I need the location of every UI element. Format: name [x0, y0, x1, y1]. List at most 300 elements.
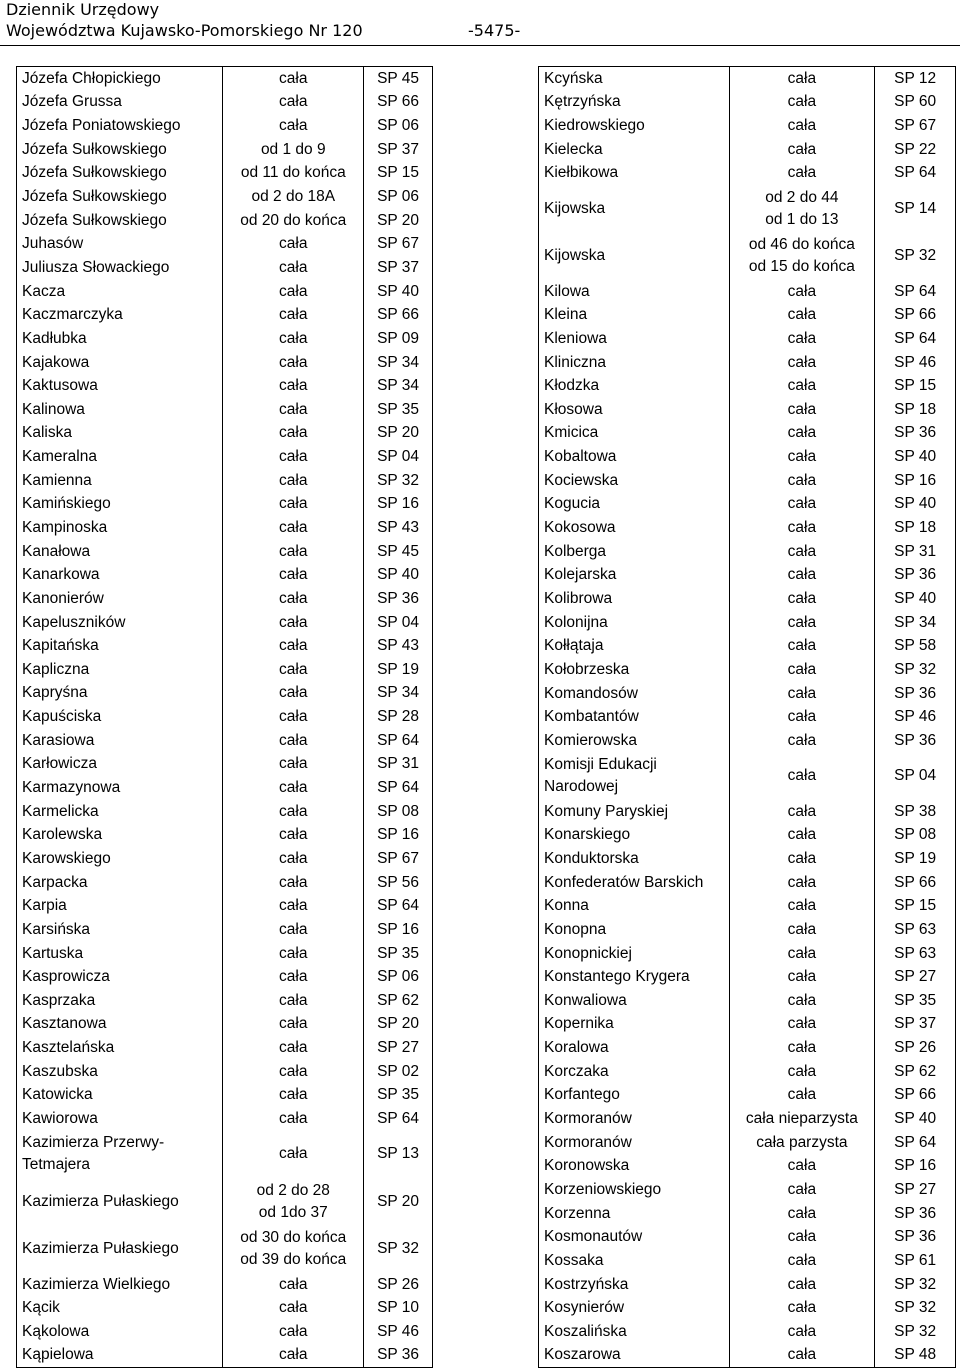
- street-extent: cała: [223, 611, 364, 635]
- school-code: SP 35: [364, 398, 433, 422]
- street-extent: cała: [223, 1013, 364, 1037]
- street-extent: [223, 1178, 364, 1225]
- street-name: Kapeluszników: [17, 611, 223, 635]
- street-extent: cała: [223, 67, 364, 91]
- school-code: SP 45: [364, 540, 433, 564]
- street-extent: od 11 do końca: [223, 162, 364, 186]
- school-code: SP 36: [875, 682, 956, 706]
- street-extent: cała: [729, 469, 875, 493]
- table-row: [17, 1296, 433, 1320]
- table-row: [17, 587, 433, 611]
- street-extent: cała: [729, 1178, 875, 1202]
- school-code: SP 64: [364, 894, 433, 918]
- table-row: [539, 280, 956, 304]
- street-extent: cała: [729, 989, 875, 1013]
- street-extent: cała: [223, 753, 364, 777]
- street-name: Kaliska: [17, 422, 223, 446]
- school-code: SP 63: [875, 942, 956, 966]
- table-row: [17, 91, 433, 115]
- school-code: SP 34: [364, 374, 433, 398]
- table-row: [539, 894, 956, 918]
- street-extent: cała: [729, 327, 875, 351]
- table-row: [539, 516, 956, 540]
- table-row: [17, 1320, 433, 1344]
- school-code: SP 32: [364, 1225, 433, 1272]
- table-row: [539, 398, 956, 422]
- school-code: SP 43: [364, 634, 433, 658]
- table-row: [539, 824, 956, 848]
- street-name: Kasztanowa: [17, 1013, 223, 1037]
- street-name: Kameralna: [17, 445, 223, 469]
- table-row: [17, 374, 433, 398]
- table-row: [17, 753, 433, 777]
- table-row: [17, 894, 433, 918]
- street-name: Kasprowicza: [17, 965, 223, 989]
- street-extent: cała: [729, 587, 875, 611]
- street-name: Kolibrowa: [539, 587, 730, 611]
- table-row: [17, 634, 433, 658]
- extent-line: od 39 do końca: [240, 1251, 347, 1269]
- street-name: Kamińskiego: [17, 493, 223, 517]
- street-name: Konstantego Krygera: [539, 965, 730, 989]
- school-code: SP 18: [875, 516, 956, 540]
- page-number: -5475-: [468, 21, 521, 40]
- table-row: [539, 1296, 956, 1320]
- school-code: SP 35: [875, 989, 956, 1013]
- street-name: Juliusza Słowackiego: [17, 256, 223, 280]
- street-name: Konna: [539, 894, 730, 918]
- table-row: [539, 658, 956, 682]
- school-code: SP 48: [875, 1344, 956, 1368]
- street-name: Korzeniowskiego: [539, 1178, 730, 1202]
- school-code: SP 67: [364, 847, 433, 871]
- street-extent: cała: [729, 1344, 875, 1368]
- street-name: Kłodzka: [539, 374, 730, 398]
- street-extent: cała: [223, 232, 364, 256]
- school-code: SP 67: [364, 232, 433, 256]
- table-row: [539, 753, 956, 800]
- street-extent: cała: [729, 729, 875, 753]
- table-row: [539, 563, 956, 587]
- street-name: Koronowska: [539, 1155, 730, 1179]
- table-row: [17, 1060, 433, 1084]
- street-extent: cała: [729, 114, 875, 138]
- street-extent: cała: [223, 800, 364, 824]
- street-name: Kącik: [17, 1296, 223, 1320]
- street-extent: cała: [729, 303, 875, 327]
- school-code: SP 34: [364, 351, 433, 375]
- street-name: Kormoranów: [539, 1131, 730, 1155]
- street-name: Kazimierza Przerwy-Tetmajera: [17, 1131, 223, 1178]
- street-name: Józefa Sułkowskiego: [17, 162, 223, 186]
- street-name: Kazimierza Pułaskiego: [17, 1225, 223, 1272]
- table-row: [17, 1084, 433, 1108]
- street-extent: cała: [729, 871, 875, 895]
- school-code: SP 38: [875, 800, 956, 824]
- street-extent: cała: [729, 540, 875, 564]
- street-extent: [729, 233, 875, 280]
- school-code: SP 20: [364, 1013, 433, 1037]
- table-row: [17, 1131, 433, 1178]
- school-code: SP 60: [875, 91, 956, 115]
- street-name: Kapliczna: [17, 658, 223, 682]
- table-row: [539, 233, 956, 280]
- street-name: Karpacka: [17, 871, 223, 895]
- street-extent: cała: [729, 516, 875, 540]
- school-code: SP 32: [875, 233, 956, 280]
- table-row: [539, 871, 956, 895]
- table-row: [17, 611, 433, 635]
- table-row: [539, 989, 956, 1013]
- street-name: Kopernika: [539, 1013, 730, 1037]
- table-row: [539, 114, 956, 138]
- street-name: Kielecka: [539, 138, 730, 162]
- table-row: [17, 114, 433, 138]
- school-code: SP 58: [875, 634, 956, 658]
- table-row: [539, 729, 956, 753]
- street-name: Karmelicka: [17, 800, 223, 824]
- school-code: SP 40: [364, 563, 433, 587]
- street-extent: cała: [729, 1013, 875, 1037]
- table-row: [539, 1036, 956, 1060]
- street-name: Karolewska: [17, 824, 223, 848]
- street-extent: cała: [729, 280, 875, 304]
- extent-line: od 1do 37: [258, 1203, 328, 1221]
- school-code: SP 64: [875, 280, 956, 304]
- street-name: Konduktorska: [539, 847, 730, 871]
- street-extent: cała: [223, 658, 364, 682]
- school-code: SP 66: [364, 303, 433, 327]
- school-code: SP 16: [364, 824, 433, 848]
- street-name: Kolonijna: [539, 611, 730, 635]
- school-code: SP 32: [875, 1320, 956, 1344]
- street-extent: cała: [223, 705, 364, 729]
- table-row: [539, 422, 956, 446]
- table-row: [539, 1249, 956, 1273]
- street-name: Kliniczna: [539, 351, 730, 375]
- school-code: SP 19: [364, 658, 433, 682]
- school-code: SP 15: [875, 374, 956, 398]
- school-code: SP 27: [875, 1178, 956, 1202]
- street-name: Kapitańska: [17, 634, 223, 658]
- street-extent: cała: [223, 516, 364, 540]
- table-row: [539, 1320, 956, 1344]
- street-extent: cała: [729, 824, 875, 848]
- street-extent: cała: [729, 611, 875, 635]
- table-row: [17, 1107, 433, 1131]
- table-row: [17, 493, 433, 517]
- street-extent: cała: [729, 91, 875, 115]
- school-code: SP 46: [875, 351, 956, 375]
- table-row: [539, 942, 956, 966]
- street-extent: cała: [729, 847, 875, 871]
- street-name: Kadłubka: [17, 327, 223, 351]
- school-code: SP 34: [875, 611, 956, 635]
- table-row: [539, 67, 956, 91]
- street-name: Karłowicza: [17, 753, 223, 777]
- street-extent: cała: [729, 1273, 875, 1297]
- school-code: SP 64: [364, 1107, 433, 1131]
- street-name: Józefa Sułkowskiego: [17, 138, 223, 162]
- school-code: SP 56: [364, 871, 433, 895]
- table-row: [17, 232, 433, 256]
- street-extent: cała: [729, 162, 875, 186]
- school-code: SP 36: [364, 1344, 433, 1368]
- street-name: Kostrzyńska: [539, 1273, 730, 1297]
- street-extent: cała: [223, 1107, 364, 1131]
- table-row: [17, 209, 433, 233]
- table-row: [539, 1178, 956, 1202]
- street-name: Kapuściska: [17, 705, 223, 729]
- street-extent: cała: [729, 1249, 875, 1273]
- street-extent: cała: [223, 989, 364, 1013]
- school-code: SP 04: [364, 445, 433, 469]
- table-row: [17, 942, 433, 966]
- school-code: SP 02: [364, 1060, 433, 1084]
- table-row: [539, 540, 956, 564]
- table-row: [539, 91, 956, 115]
- school-code: SP 06: [364, 965, 433, 989]
- table-row: [539, 1155, 956, 1179]
- table-row: [17, 303, 433, 327]
- street-name: Koszalińska: [539, 1320, 730, 1344]
- table-row: [17, 729, 433, 753]
- school-code: SP 31: [364, 753, 433, 777]
- street-name: Katowicka: [17, 1084, 223, 1108]
- school-code: SP 06: [364, 185, 433, 209]
- school-code: SP 13: [364, 1131, 433, 1178]
- street-extent: cała: [223, 587, 364, 611]
- street-extent: od 2 do 18A: [223, 185, 364, 209]
- school-code: SP 62: [875, 1060, 956, 1084]
- school-code: SP 61: [875, 1249, 956, 1273]
- street-extent: cała: [729, 658, 875, 682]
- table-row: [539, 327, 956, 351]
- table-row: [539, 185, 956, 232]
- street-name: Kętrzyńska: [539, 91, 730, 115]
- street-extent: cała: [729, 1084, 875, 1108]
- school-code: SP 08: [364, 800, 433, 824]
- table-row: [539, 800, 956, 824]
- street-name: Kogucia: [539, 493, 730, 517]
- school-code: SP 26: [875, 1036, 956, 1060]
- street-extent: cała: [223, 469, 364, 493]
- table-row: [17, 185, 433, 209]
- street-extent: cała: [223, 729, 364, 753]
- table-row: [17, 800, 433, 824]
- street-extent: cała: [223, 280, 364, 304]
- school-code: SP 36: [875, 729, 956, 753]
- table-row: [17, 705, 433, 729]
- street-name: Kombatantów: [539, 705, 730, 729]
- street-name: Kartuska: [17, 942, 223, 966]
- table-row: [539, 1225, 956, 1249]
- street-extent: cała parzysta: [729, 1131, 875, 1155]
- street-name: Kasprzaka: [17, 989, 223, 1013]
- street-name: Karpia: [17, 894, 223, 918]
- street-name: Kąpielowa: [17, 1344, 223, 1368]
- street-extent: cała: [223, 374, 364, 398]
- street-extent: cała: [729, 634, 875, 658]
- street-name: Kasztelańska: [17, 1036, 223, 1060]
- table-row: [539, 1202, 956, 1226]
- extent-line: od 15 do końca: [748, 258, 855, 276]
- street-name: Kąkolowa: [17, 1320, 223, 1344]
- school-code: SP 36: [875, 422, 956, 446]
- street-extent: cała: [223, 942, 364, 966]
- table-row: [17, 138, 433, 162]
- street-name: Kawiorowa: [17, 1107, 223, 1131]
- street-extent: cała: [729, 1225, 875, 1249]
- right-table-body: [539, 67, 956, 1368]
- school-code: SP 36: [364, 587, 433, 611]
- school-code: SP 62: [364, 989, 433, 1013]
- street-extent: od 20 do końca: [223, 209, 364, 233]
- school-code: SP 18: [875, 398, 956, 422]
- table-row: [539, 303, 956, 327]
- extent-line: od 1 do 13: [765, 210, 839, 228]
- school-code: SP 36: [875, 1202, 956, 1226]
- school-code: SP 28: [364, 705, 433, 729]
- street-extent: cała: [729, 445, 875, 469]
- street-name: Kijowska: [539, 233, 730, 280]
- school-code: SP 64: [364, 776, 433, 800]
- table-row: [17, 162, 433, 186]
- table-row: [17, 1178, 433, 1225]
- school-code: SP 15: [875, 894, 956, 918]
- street-extent: cała: [729, 422, 875, 446]
- table-row: [17, 1013, 433, 1037]
- school-code: SP 31: [875, 540, 956, 564]
- street-name: Kosynierów: [539, 1296, 730, 1320]
- school-code: SP 40: [364, 280, 433, 304]
- street-name: Kajakowa: [17, 351, 223, 375]
- street-extent: cała: [223, 114, 364, 138]
- street-name: Karasiowa: [17, 729, 223, 753]
- street-name: Kołobrzeska: [539, 658, 730, 682]
- street-name: Konwaliowa: [539, 989, 730, 1013]
- school-code: SP 64: [875, 327, 956, 351]
- street-extent: cała: [729, 1155, 875, 1179]
- street-extent: cała: [223, 634, 364, 658]
- street-name: Kossaka: [539, 1249, 730, 1273]
- extent-line: od 2 do 28: [256, 1181, 330, 1199]
- street-name: Kleniowa: [539, 327, 730, 351]
- school-code: SP 20: [364, 209, 433, 233]
- street-extent: cała: [729, 705, 875, 729]
- school-code: SP 36: [875, 1225, 956, 1249]
- street-name: Kijowska: [539, 185, 730, 232]
- street-extent: cała: [223, 1320, 364, 1344]
- street-extent: cała: [223, 91, 364, 115]
- street-name: Kmicica: [539, 422, 730, 446]
- school-code: SP 20: [364, 422, 433, 446]
- street-extent: cała: [729, 563, 875, 587]
- school-code: SP 67: [875, 114, 956, 138]
- street-name: Karmazynowa: [17, 776, 223, 800]
- street-extent: cała: [729, 493, 875, 517]
- table-row: [17, 563, 433, 587]
- table-row: [17, 1344, 433, 1368]
- street-extent: cała: [223, 493, 364, 517]
- street-name: Karowskiego: [17, 847, 223, 871]
- table-row: [539, 162, 956, 186]
- street-extent: cała: [729, 918, 875, 942]
- street-extent: cała: [729, 753, 875, 800]
- school-code: SP 20: [364, 1178, 433, 1225]
- school-code: SP 16: [875, 1155, 956, 1179]
- school-code: SP 08: [875, 824, 956, 848]
- table-row: [17, 67, 433, 91]
- street-name: Józefa Sułkowskiego: [17, 209, 223, 233]
- street-name: Konopnickiej: [539, 942, 730, 966]
- table-row: [17, 540, 433, 564]
- table-row: [539, 611, 956, 635]
- table-row: [17, 776, 433, 800]
- street-extent: cała: [223, 871, 364, 895]
- table-row: [539, 1084, 956, 1108]
- table-row: [539, 469, 956, 493]
- street-name: Kormoranów: [539, 1107, 730, 1131]
- school-code: SP 16: [875, 469, 956, 493]
- street-name: Konfederatów Barskich: [539, 871, 730, 895]
- street-extent: cała: [729, 374, 875, 398]
- street-extent: cała: [223, 1060, 364, 1084]
- street-extent: cała: [223, 422, 364, 446]
- school-code: SP 40: [875, 587, 956, 611]
- street-name: Korfantego: [539, 1084, 730, 1108]
- table-row: [17, 658, 433, 682]
- street-name: Kiedrowskiego: [539, 114, 730, 138]
- table-row: [17, 1036, 433, 1060]
- street-name: Józefa Sułkowskiego: [17, 185, 223, 209]
- table-row: [17, 1273, 433, 1297]
- school-code: SP 15: [364, 162, 433, 186]
- street-extent: cała: [223, 1036, 364, 1060]
- school-code: SP 66: [364, 91, 433, 115]
- street-name: Komisji Edukacji Narodowej: [539, 753, 730, 800]
- journal-title: Dziennik Urzędowy: [6, 0, 160, 19]
- street-name: Kcyńska: [539, 67, 730, 91]
- table-row: [17, 682, 433, 706]
- street-name: Józefa Grussa: [17, 91, 223, 115]
- street-name: Kobaltowa: [539, 445, 730, 469]
- street-extent: cała: [223, 351, 364, 375]
- header-divider: [0, 45, 960, 46]
- table-row: [17, 327, 433, 351]
- street-extent: cała: [729, 1060, 875, 1084]
- school-code: SP 64: [875, 162, 956, 186]
- street-name: Juhasów: [17, 232, 223, 256]
- table-row: [17, 469, 433, 493]
- street-extent: cała: [729, 682, 875, 706]
- table-row: [539, 1273, 956, 1297]
- table-row: [17, 256, 433, 280]
- street-extent: cała: [729, 1036, 875, 1060]
- table-row: [17, 824, 433, 848]
- street-extent: cała: [729, 138, 875, 162]
- school-code: SP 16: [364, 493, 433, 517]
- table-row: [539, 445, 956, 469]
- table-row: [17, 445, 433, 469]
- street-table-left: [16, 66, 433, 1368]
- street-extent: cała: [223, 776, 364, 800]
- street-name: Kapryśna: [17, 682, 223, 706]
- extent-line: od 2 do 44: [765, 188, 839, 206]
- school-code: SP 36: [875, 563, 956, 587]
- street-name: Kaszubska: [17, 1060, 223, 1084]
- street-name: Kiełbikowa: [539, 162, 730, 186]
